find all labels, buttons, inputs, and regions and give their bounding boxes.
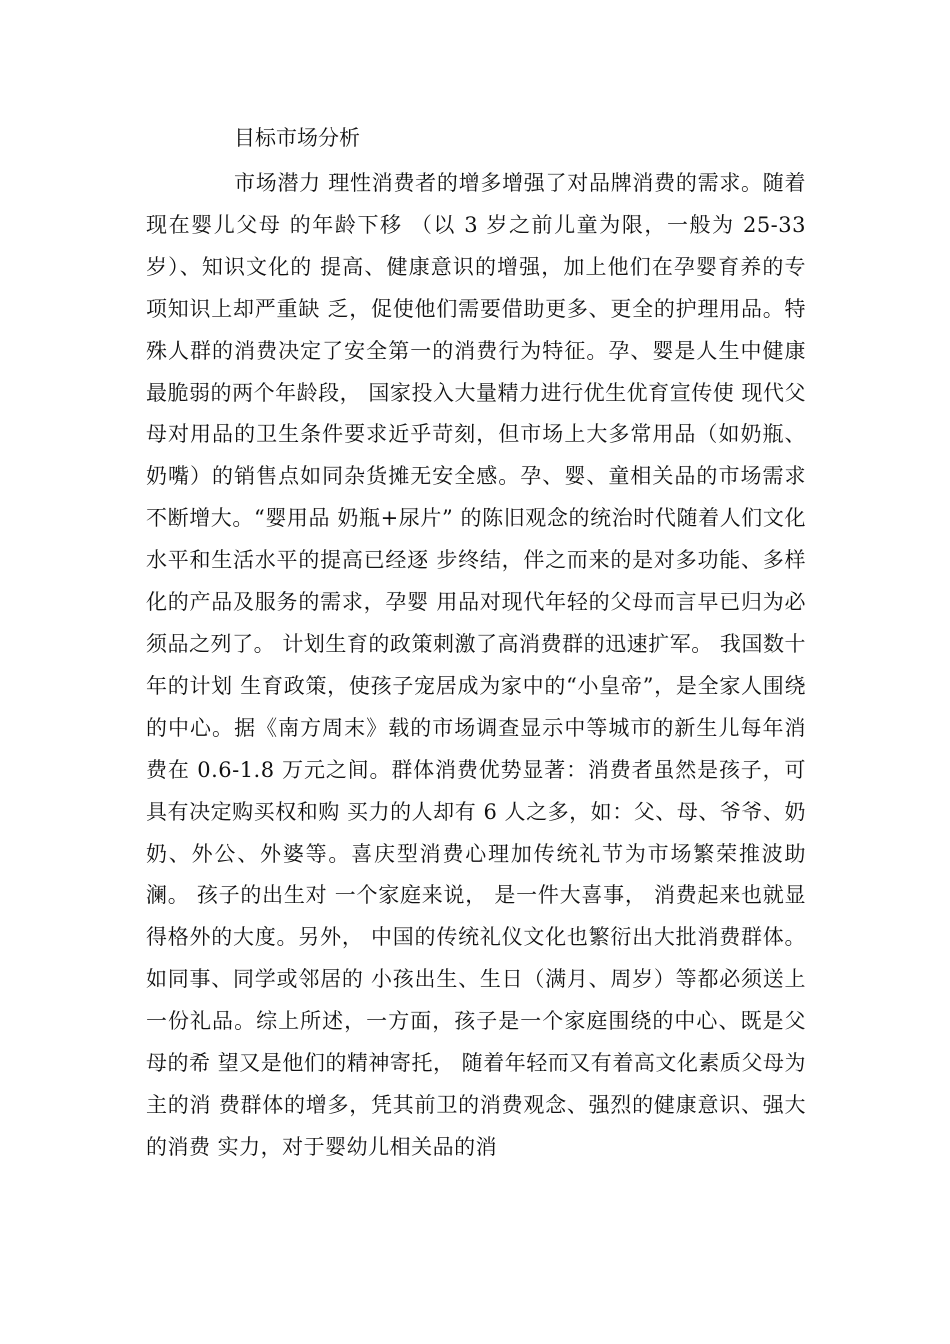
section-heading: 目标市场分析 (234, 126, 360, 150)
body-paragraph: 市场潜力 理性消费者的增多增强了对品牌消费的需求。随着现在婴儿父母 的年龄下移 （以 3 岁之前儿童为限，一般为 25-33 岁）、知识文化的 提高、健康意识的增强，加上他们在孕婴育养的专项知识上却严重缺 乏，促使他们需要借助更多、更全的护理用品。特殊人群的消费决定了安全第一的消费行为特征。孕、婴是人生中健康最脆弱的两个年龄段， 国家投入大量精力进行优生优育宣传使 现代父母对用品的卫生条件要求近乎苛刻，但市场上大多常用品（如奶瓶、奶嘴）的销售点如同杂货摊无安全感。孕、婴、童相关品的市场需求不断增大。“婴用品 奶瓶+尿片” 的陈旧观念的统治时代随着人们文化水平和生活水平的提高已经逐 步终结，伴之而来的是对多功能、多样化的产品及服务的需求，孕婴 用品对现代年轻的父母而言早已归为必须品之列了。 计划生育的政策刺激了高消费群的迅速扩军。 我国数十年的计划 生育政策，使孩子宠居成为家中的“小皇帝”，是全家人围绕的中心。据《南方周末》载的市场调查显示中等城市的新生儿每年消费在 0.6-1.8 万元之间。群体消费优势显著：消费者虽然是孩子，可具有决定购买权和购 买力的人却有 6 人之多，如：父、母、爷爷、奶奶、外公、外婆等。喜庆型消费心理加传统礼节为市场繁荣推波助澜。 孩子的出生对 一个家庭来说， 是一件大喜事， 消费起来也就显得格外的大度。另外， 中国的传统礼仪文化也繁衍出大批消费群体。如同事、同学或邻居的 小孩出生、生日（满月、周岁）等都必须送上一份礼品。综上所述，一方面，孩子是一个家庭围绕的中心、既是父母的希 望又是他们的精神寄托， 随着年轻而又有着高文化素质父母为主的消 费群体的增多，凭其前卫的消费观念、强烈的健康意识、强大的消费 实力，对于婴幼儿相关品的消 (146, 171, 806, 1159)
